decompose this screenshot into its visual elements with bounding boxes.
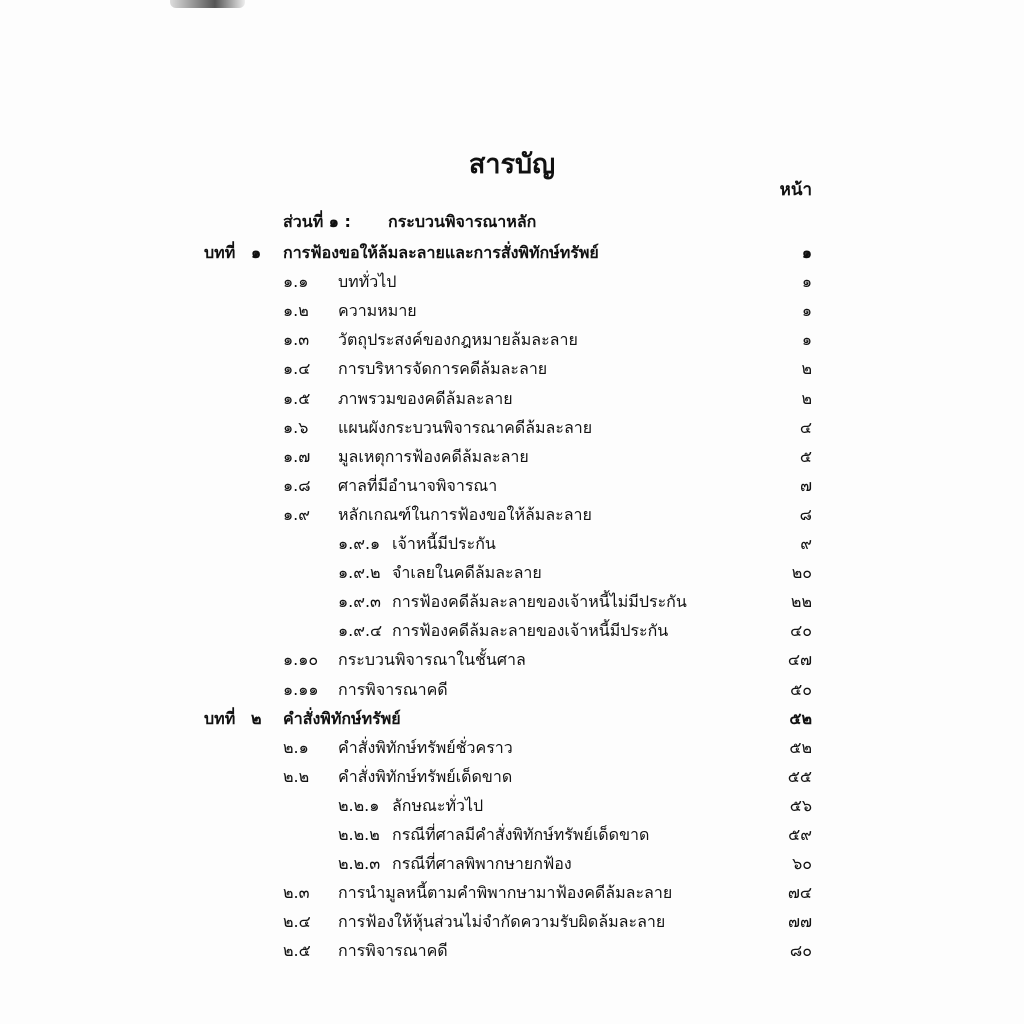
section-number: ๒.๒ — [283, 766, 310, 786]
chapter-title: การฟ้องขอให้ล้มละลายและการสั่งพิทักษ์ทรัพย์ — [283, 243, 599, 262]
page-number: ๘๐ — [789, 941, 812, 961]
section-title: หลักเกณฑ์ในการฟ้องขอให้ล้มละลาย — [338, 504, 592, 524]
section-number: ๒.๓ — [283, 883, 310, 903]
section-title: ภาพรวมของคดีล้มละลาย — [338, 388, 513, 408]
section-number: ๒.๔ — [283, 912, 311, 932]
page-number: ๕๖ — [789, 795, 812, 815]
page-number: ๙ — [800, 534, 812, 553]
page-number: ๔๐ — [790, 621, 812, 641]
page-number: ๕๙ — [788, 825, 812, 844]
section-number: ๑.๓ — [283, 330, 310, 350]
section-number: ๑.๑๑ — [283, 679, 319, 699]
toc-entry-row — [0, 820, 1024, 849]
part-heading — [0, 207, 1024, 236]
page-number: ๖๐ — [792, 854, 812, 874]
page-number: ๕๒ — [789, 737, 812, 757]
toc-entry-row — [0, 354, 1024, 383]
toc-entry-row — [0, 849, 1024, 878]
toc-entry-row — [0, 936, 1024, 965]
page-number: ๒๐ — [791, 563, 812, 583]
page-number: ๕๒ — [789, 708, 812, 728]
page-number: ๗๗ — [787, 912, 812, 932]
section-number: ๑.๑๐ — [283, 650, 319, 670]
toc-entry-row — [0, 529, 1024, 558]
section-title: การฟ้องให้หุ้นส่วนไม่จำกัดความรับผิดล้มละลาย — [338, 912, 666, 932]
page-number: ๕๐ — [790, 679, 812, 699]
section-number: ๑.๙.๑ — [338, 534, 381, 553]
section-title: แผนผังกระบวนพิจารณาคดีล้มละลาย — [338, 417, 593, 437]
toc-entry-row — [0, 325, 1024, 354]
section-title: การพิจารณาคดี — [338, 679, 448, 699]
toc-entry-row — [0, 791, 1024, 820]
section-title: การบริหารจัดการคดีล้มละลาย — [338, 359, 548, 379]
section-number: ๑.๖ — [283, 417, 309, 437]
section-number: ๒.๒.๓ — [338, 854, 381, 874]
toc-entry-row — [0, 587, 1024, 616]
section-number: ๒.๒.๑ — [338, 795, 380, 815]
chapter-word: บทที่ — [204, 243, 236, 262]
section-title: ลักษณะทั่วไป — [392, 795, 484, 815]
page-number: ๑ — [801, 301, 812, 321]
section-title: เจ้าหนี้มีประกัน — [392, 534, 496, 553]
section-title: บททั่วไป — [338, 272, 397, 292]
section-title: มูลเหตุการฟ้องคดีล้มละลาย — [338, 446, 529, 466]
toc-entry-row — [0, 675, 1024, 704]
section-title: จำเลยในคดีล้มละลาย — [392, 563, 542, 583]
page-number: ๑ — [801, 272, 812, 292]
section-number: ๑.๙ — [283, 504, 310, 524]
toc-chapter-row — [0, 704, 1024, 733]
section-title: ศาลที่มีอำนาจพิจารณา — [338, 475, 498, 495]
page-number: ๑ — [801, 330, 812, 350]
toc-entry-row — [0, 907, 1024, 936]
page-number: ๑ — [801, 243, 812, 262]
toc-entry-row — [0, 384, 1024, 413]
page-number: ๗๔ — [787, 883, 812, 903]
section-number: ๑.๒ — [283, 301, 309, 321]
toc-entry-row — [0, 413, 1024, 442]
section-number: ๒.๕ — [283, 941, 311, 961]
page-number: ๒ — [801, 359, 812, 379]
toc-entry-row — [0, 762, 1024, 791]
scan-artifact — [170, 0, 245, 8]
section-number: ๒.๑ — [283, 737, 309, 757]
page-number: ๔๗ — [787, 650, 812, 670]
toc-entry-row — [0, 442, 1024, 471]
section-title: วัตถุประสงค์ของกฎหมายล้มละลาย — [338, 330, 578, 350]
toc-entry-row — [0, 645, 1024, 674]
chapter-number: ๑ — [251, 243, 262, 262]
chapter-word: บทที่ — [204, 708, 236, 728]
toc-entry-row — [0, 500, 1024, 529]
page-number: ๒๒ — [790, 592, 812, 612]
page-number: ๒ — [801, 388, 812, 408]
page-title: สารบัญ — [468, 149, 556, 180]
section-title: กรณีที่ศาลมีคำสั่งพิทักษ์ทรัพย์เด็ดขาด — [392, 825, 650, 844]
page-column-header: หน้า — [779, 180, 812, 200]
section-number: ๒.๒.๒ — [338, 825, 380, 844]
toc-entry-row — [0, 558, 1024, 587]
toc-entry-row — [0, 296, 1024, 325]
toc-entry-row — [0, 733, 1024, 762]
chapter-title: คำสั่งพิทักษ์ทรัพย์ — [283, 708, 401, 728]
part-label: กระบวนพิจารณาหลัก — [388, 212, 537, 231]
page-number: ๔ — [799, 417, 812, 437]
page-number: ๗ — [799, 475, 812, 495]
page-number: ๕๕ — [787, 766, 812, 786]
section-title: กรณีที่ศาลพิพากษายกฟ้อง — [392, 854, 572, 874]
section-title: การพิจารณาคดี — [338, 941, 448, 961]
section-number: ๑.๙.๔ — [338, 621, 383, 641]
page-number: ๘ — [799, 504, 812, 524]
toc-chapter-row — [0, 238, 1024, 267]
toc-entry-row — [0, 878, 1024, 907]
section-title: กระบวนพิจารณาในชั้นศาล — [338, 650, 526, 670]
part-number: ส่วนที่ ๑ : — [283, 212, 351, 231]
section-number: ๑.๑ — [283, 272, 309, 292]
section-title: การฟ้องคดีล้มละลายของเจ้าหนี้มีประกัน — [392, 621, 669, 641]
section-number: ๑.๔ — [283, 359, 311, 379]
toc-entry-row — [0, 267, 1024, 296]
page-number: ๕ — [799, 446, 812, 466]
section-number: ๑.๙.๒ — [338, 563, 381, 583]
section-number: ๑.๘ — [283, 475, 311, 495]
section-title: การฟ้องคดีล้มละลายของเจ้าหนี้ไม่มีประกัน — [392, 592, 687, 612]
section-title: คำสั่งพิทักษ์ทรัพย์เด็ดขาด — [338, 766, 513, 786]
section-title: การนำมูลหนี้ตามคำพิพากษามาฟ้องคดีล้มละลาย — [338, 883, 673, 903]
toc-entry-row — [0, 616, 1024, 645]
section-title: ความหมาย — [338, 301, 417, 321]
section-number: ๑.๗ — [283, 446, 311, 466]
chapter-number: ๒ — [251, 708, 262, 728]
section-title: คำสั่งพิทักษ์ทรัพย์ชั่วคราว — [338, 737, 513, 757]
toc-entry-row — [0, 471, 1024, 500]
section-number: ๑.๕ — [283, 388, 311, 408]
section-number: ๑.๙.๓ — [338, 592, 381, 612]
